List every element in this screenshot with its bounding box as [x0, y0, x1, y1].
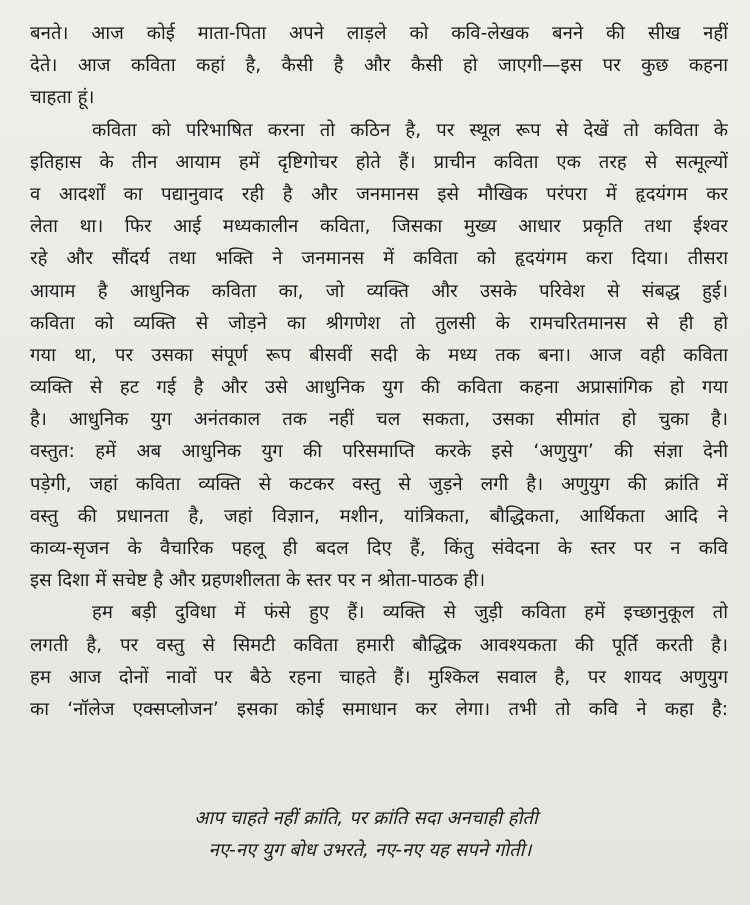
text-line: का ‘नॉलेज एक्सप्लोजन’ इसका कोई समाधान कर लेगा। तभी तो कवि ने कहा है:: [30, 698, 728, 720]
text-line: बनते। आज कोई माता-पिता अपने लाड़ले को कवि-लेखक बनने की सीख नहीं: [30, 23, 728, 44]
text-line: लेता था। फिर आई मध्यकालीन कविता, जिसका मुख्य आधार प्रकृति तथा ईश्वर: [30, 216, 728, 238]
text-line: काव्य-सृजन के वैचारिक पहलू ही बदल दिए हैं, किंतु संवेदना के स्तर पर न कवि: [30, 538, 728, 559]
text-line: कविता को परिभाषित करना तो कठिन है, पर स्थूल रूप से देखें तो कविता के: [92, 119, 728, 141]
text-line: पड़ेगी, जहां कविता व्यक्ति से कटकर वस्तु से जुड़ने लगी है। अणुयुग की क्रांति में: [30, 473, 728, 495]
text-line: वस्तुत: हमें अब आधुनिक युग की परिसमाप्ति करके इसे ‘अणुयुग’ की संज्ञा देनी: [30, 441, 728, 463]
paragraph-3: [30, 597, 728, 726]
text-line: चाहता हूं।: [30, 87, 95, 109]
text-line: इस दिशा में सचेष्ट है और ग्रहणशीलता के स्तर पर न श्रोता-पाठक ही।: [30, 570, 486, 592]
text-line: गया था, पर उसका संपूर्ण रूप बीसवीं सदी के मध्य तक बना। आज वही कविता: [30, 344, 728, 366]
poem-verse-2: नए-नए युग बोध उभरते, नए-नए यह सपने गोती।: [208, 840, 532, 861]
text-line: है। आधुनिक युग अनंतकाल तक नहीं चल सकता, उसका सीमांत हो चुका है।: [30, 409, 728, 431]
body-text: [30, 18, 728, 726]
text-line: हम बड़ी दुविधा में फंसे हुए हैं। व्यक्ति से जुड़ी कविता हमें इच्छानुकूल तो: [92, 602, 728, 624]
poem-verse-1: आप चाहते नहीं क्रांति, पर क्रांति सदा अनचाही होती: [194, 808, 538, 829]
poem-quote: [0, 803, 750, 867]
paragraph-2: [30, 115, 728, 598]
text-line: व आदर्शों का पद्यानुवाद रही है और जनमानस इसे मौखिक परंपरा में हृदयंगम कर: [30, 183, 728, 205]
paragraph-1: [30, 18, 728, 115]
text-line: कविता को व्यक्ति से जोड़ने का श्रीगणेश तो तुलसी के रामचरितमानस से ही हो: [30, 312, 728, 334]
text-line: रहे और सौंदर्य तथा भक्ति ने जनमानस में कविता को हृदयंगम करा दिया। तीसरा: [30, 248, 728, 270]
text-line: इतिहास के तीन आयाम हमें दृष्टिगोचर होते हैं। प्राचीन कविता एक तरह से सत्मूल्यों: [30, 151, 728, 173]
text-line: लगती है, पर वस्तु से सिमटी कविता हमारी बौद्धिक आवश्यकता की पूर्ति करती है।: [30, 634, 728, 656]
text-line: वस्तु की प्रधानता है, जहां विज्ञान, मशीन, यांत्रिकता, बौद्धिकता, आर्थिकता आदि ने: [30, 505, 728, 527]
text-line: हम आज दोनों नावों पर बैठे रहना चाहते हैं। मुश्किल सवाल है, पर शायद अणुयुग: [30, 666, 728, 688]
text-line: व्यक्ति से हट गई है और उसे आधुनिक युग की कविता कहना अप्रासांगिक हो गया: [30, 377, 728, 399]
text-line: देते। आज कविता कहां है, कैसी है और कैसी हो जाएगी—इस पर कुछ कहना: [30, 55, 728, 77]
text-line: आयाम है आधुनिक कविता का, जो व्यक्ति और उसके परिवेश से संबद्ध हुई।: [30, 280, 728, 302]
